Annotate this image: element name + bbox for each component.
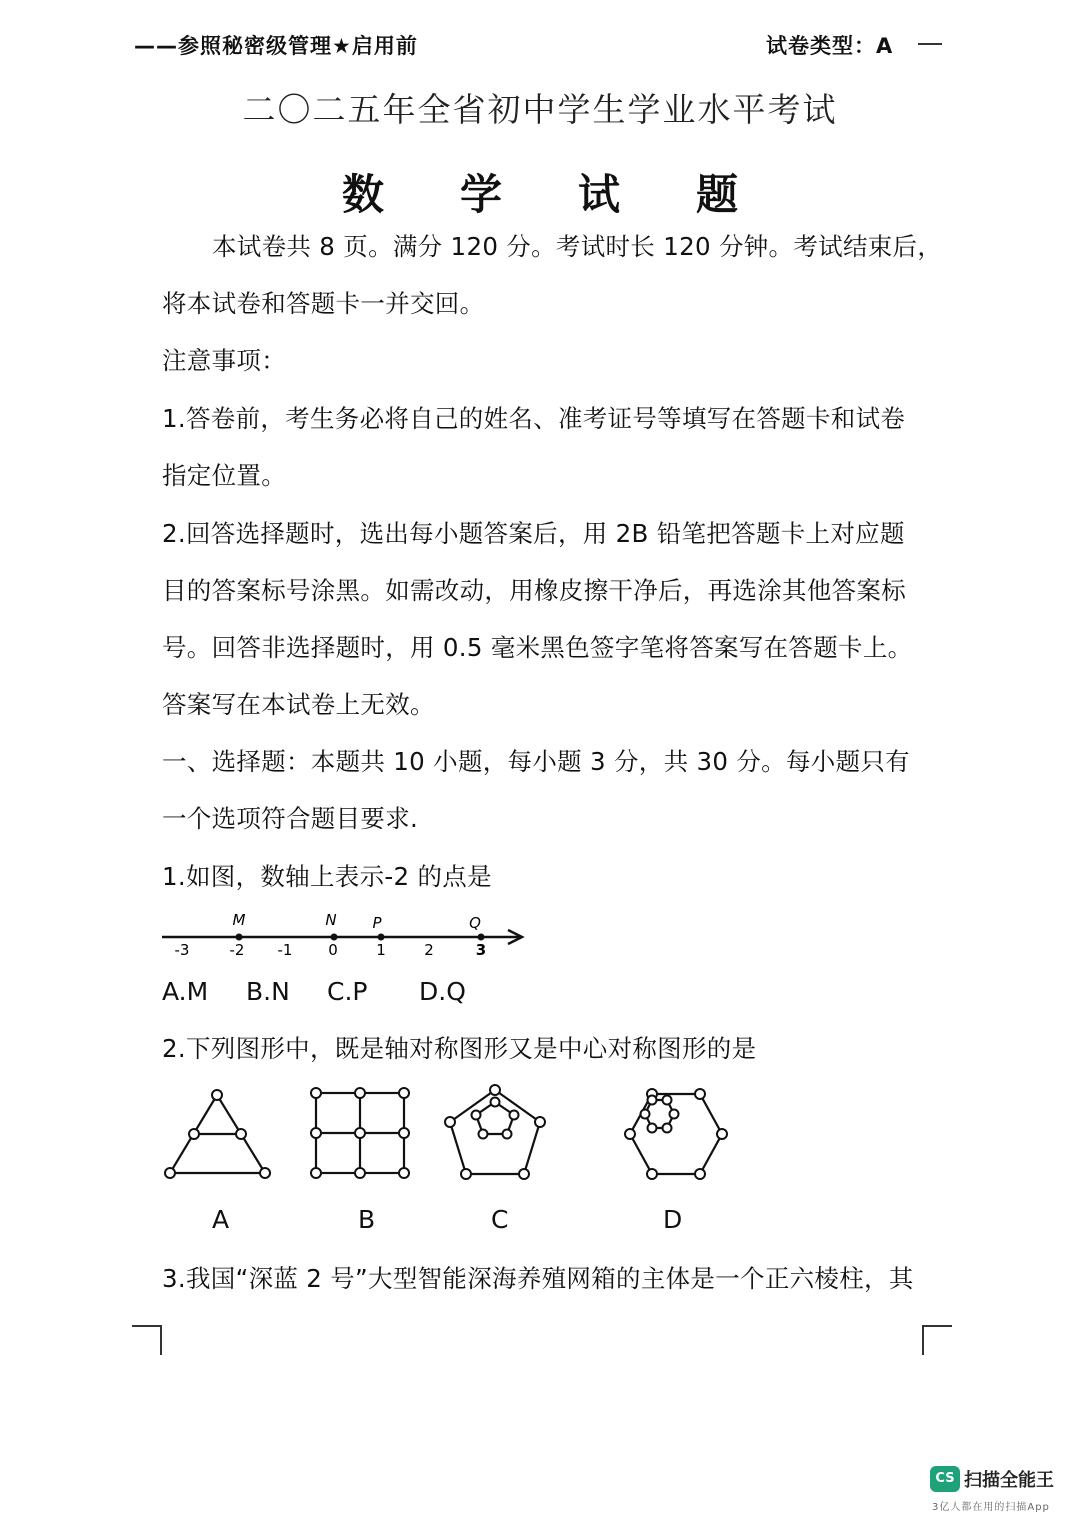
q1-option-c: C.P bbox=[327, 977, 368, 1006]
notice-item-1-line-2: 指定位置。 bbox=[162, 461, 286, 490]
subject-char: 学 bbox=[459, 170, 502, 219]
point-p-dot bbox=[378, 934, 385, 941]
figure-d-label: D bbox=[663, 1205, 683, 1234]
q2-stem: 2.下列图形中，既是轴对称图形又是中心对称图形的是 bbox=[162, 1034, 757, 1063]
notice-item-1-line-1: 1.答卷前，考生务必将自己的姓名、准考证号等填写在答题卡和试卷 bbox=[162, 404, 906, 433]
number-line-figure bbox=[160, 905, 530, 965]
subject-char: 试 bbox=[578, 170, 621, 219]
scanner-logo-icon: CS bbox=[930, 1466, 960, 1492]
figure-b-label: B bbox=[358, 1205, 376, 1234]
scanner-tagline: 3亿人都在用的扫描App bbox=[932, 1502, 1050, 1513]
notice-item-2-line-4: 答案写在本试卷上无效。 bbox=[162, 690, 435, 719]
crop-mark-right bbox=[922, 1325, 952, 1355]
figure-c-label: C bbox=[491, 1205, 509, 1234]
point-p-label: P bbox=[372, 914, 382, 932]
figure-b-grid bbox=[308, 1085, 413, 1185]
tick-label: -2 bbox=[229, 941, 245, 959]
header-rule bbox=[918, 43, 942, 45]
q1-option-d: D.Q bbox=[419, 977, 466, 1006]
figure-d-hexagons bbox=[622, 1082, 730, 1187]
intro-line-1: 本试卷共 8 页。满分 120 分。考试时长 120 分钟。考试结束后， bbox=[212, 232, 943, 261]
q1-stem: 1.如图，数轴上表示-2 的点是 bbox=[162, 862, 492, 891]
scanner-app-name: 扫描全能王 bbox=[964, 1470, 1054, 1491]
point-n-dot bbox=[331, 934, 338, 941]
tick-label: 1 bbox=[376, 941, 386, 959]
point-m-dot bbox=[236, 934, 243, 941]
paper-type-label: 试卷类型：A bbox=[766, 34, 894, 58]
intro-line-2: 将本试卷和答题卡一并交回。 bbox=[162, 289, 485, 318]
section-1-line-2: 一个选项符合题目要求. bbox=[162, 804, 419, 833]
subject-char: 题 bbox=[696, 170, 739, 219]
point-q-dot bbox=[478, 934, 485, 941]
notice-item-2-line-1: 2.回答选择题时，选出每小题答案后，用 2B 铅笔把答题卡上对应题 bbox=[162, 519, 905, 548]
point-q-label: Q bbox=[469, 914, 481, 932]
subject-char: 数 bbox=[341, 170, 384, 219]
notice-item-2-line-2: 目的答案标号涂黑。如需改动，用橡皮擦干净后，再选涂其他答案标 bbox=[162, 576, 906, 605]
subject-title bbox=[0, 162, 1080, 222]
q1-option-a: A.M bbox=[162, 977, 209, 1006]
figure-a-label: A bbox=[212, 1205, 230, 1234]
notice-item-2-line-3: 号。回答非选择题时，用 0.5 毫米黑色签字笔将答案写在答题卡上。 bbox=[162, 633, 913, 662]
confidential-label: ——参照秘密级管理★启用前 bbox=[134, 34, 418, 58]
q3-stem: 3.我国“深蓝 2 号”大型智能深海养殖网箱的主体是一个正六棱柱，其 bbox=[162, 1264, 914, 1293]
tick-label: -1 bbox=[277, 941, 293, 959]
figure-a-triangle bbox=[160, 1085, 275, 1185]
exam-title: 二〇二五年全省初中学生学业水平考试 bbox=[242, 90, 838, 129]
figure-c-pentagons bbox=[440, 1080, 550, 1185]
tick-label: -3 bbox=[174, 941, 190, 959]
q1-option-b: B.N bbox=[246, 977, 290, 1006]
point-m-label: M bbox=[232, 911, 246, 929]
notice-heading: 注意事项： bbox=[162, 346, 286, 375]
tick-label: 2 bbox=[424, 941, 434, 959]
tick-label: 3 bbox=[475, 941, 487, 959]
tick-label: 0 bbox=[328, 941, 338, 959]
point-n-label: N bbox=[325, 911, 337, 929]
crop-mark-left bbox=[132, 1325, 162, 1355]
section-1-line-1: 一、选择题：本题共 10 小题，每小题 3 分，共 30 分。每小题只有 bbox=[162, 747, 910, 776]
